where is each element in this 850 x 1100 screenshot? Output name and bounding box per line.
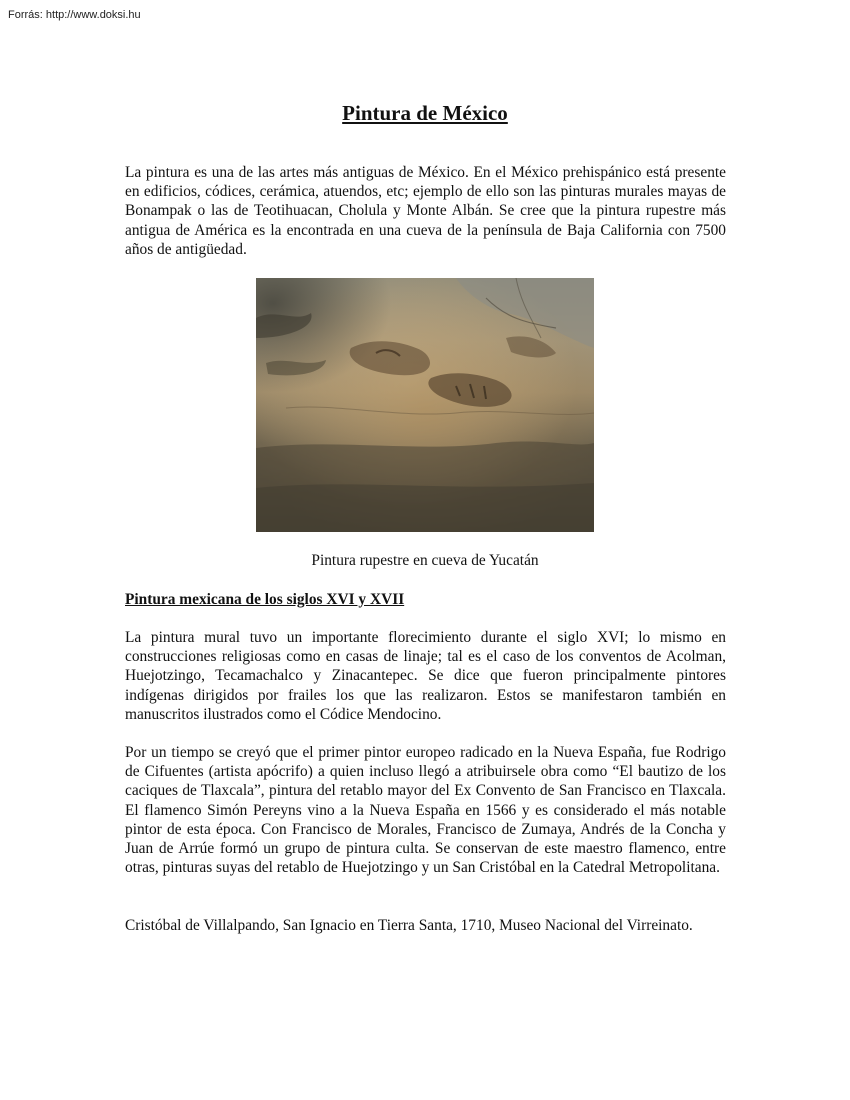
mural-paragraph: La pintura mural tuvo un importante florecimiento durante el siglo XVI; lo mismo en construcciones religiosas como en casas de linaje; tal es el caso de los conventos de Acolman, Huejotzingo, Tecamachalco y Zinacantepec. Se dice que fueron principalmente pintores indígenas dirigidos por frailes los que las realizaron. Estos se manifestaron también en manuscritos ilustrados como el Códice Mendocino. <box>125 629 726 723</box>
figure-caption: Pintura rupestre en cueva de Yucatán <box>311 552 539 569</box>
cave-painting-photo <box>256 278 594 532</box>
source-note: Forrás: http://www.doksi.hu <box>8 9 141 21</box>
intro-paragraph: La pintura es una de las artes más antiguas de México. En el México prehispánico está presente en edificios, códices, cerámica, atuendos, etc; ejemplo de ello son las pinturas murales mayas de Bonampak o las de Teotihuacan, Cholula y Monte Albán. Se cree que la pintura rupestre más antigua de América es la encontrada en una cueva de la península de Baja California con 7500 años de antigüedad. <box>125 164 726 258</box>
villalpando-paragraph: Cristóbal de Villalpando, San Ignacio en Tierra Santa, 1710, Museo Nacional del Virreinato. <box>125 917 693 934</box>
painters-paragraph: Por un tiempo se creyó que el primer pintor europeo radicado en la Nueva España, fue Rodrigo de Cifuentes (artista apócrifo) a quien incluso llegó a atribuirsele obra como “El bautizo de los caciques de Tlaxcala”, pintura del retablo mayor del Ex Convento de San Francisco en Tlaxcala. El flamenco Simón Pereyns vino a la Nueva España en 1566 y es considerado el más notable pintor de esta época. Con Francisco de Morales, Francisco de Zumaya, Andrés de la Concha y Juan de Arrúe formó un grupo de pintura culta. Se conservan de este maestro flamenco, entre otras, pinturas suyas del retablo de Huejotzingo y un San Cristóbal en la Catedral Metropolitana. <box>125 744 726 877</box>
cave-painting-image <box>256 278 594 532</box>
page-title: Pintura de México <box>342 101 508 125</box>
section-heading: Pintura mexicana de los siglos XVI y XVII <box>125 591 405 608</box>
